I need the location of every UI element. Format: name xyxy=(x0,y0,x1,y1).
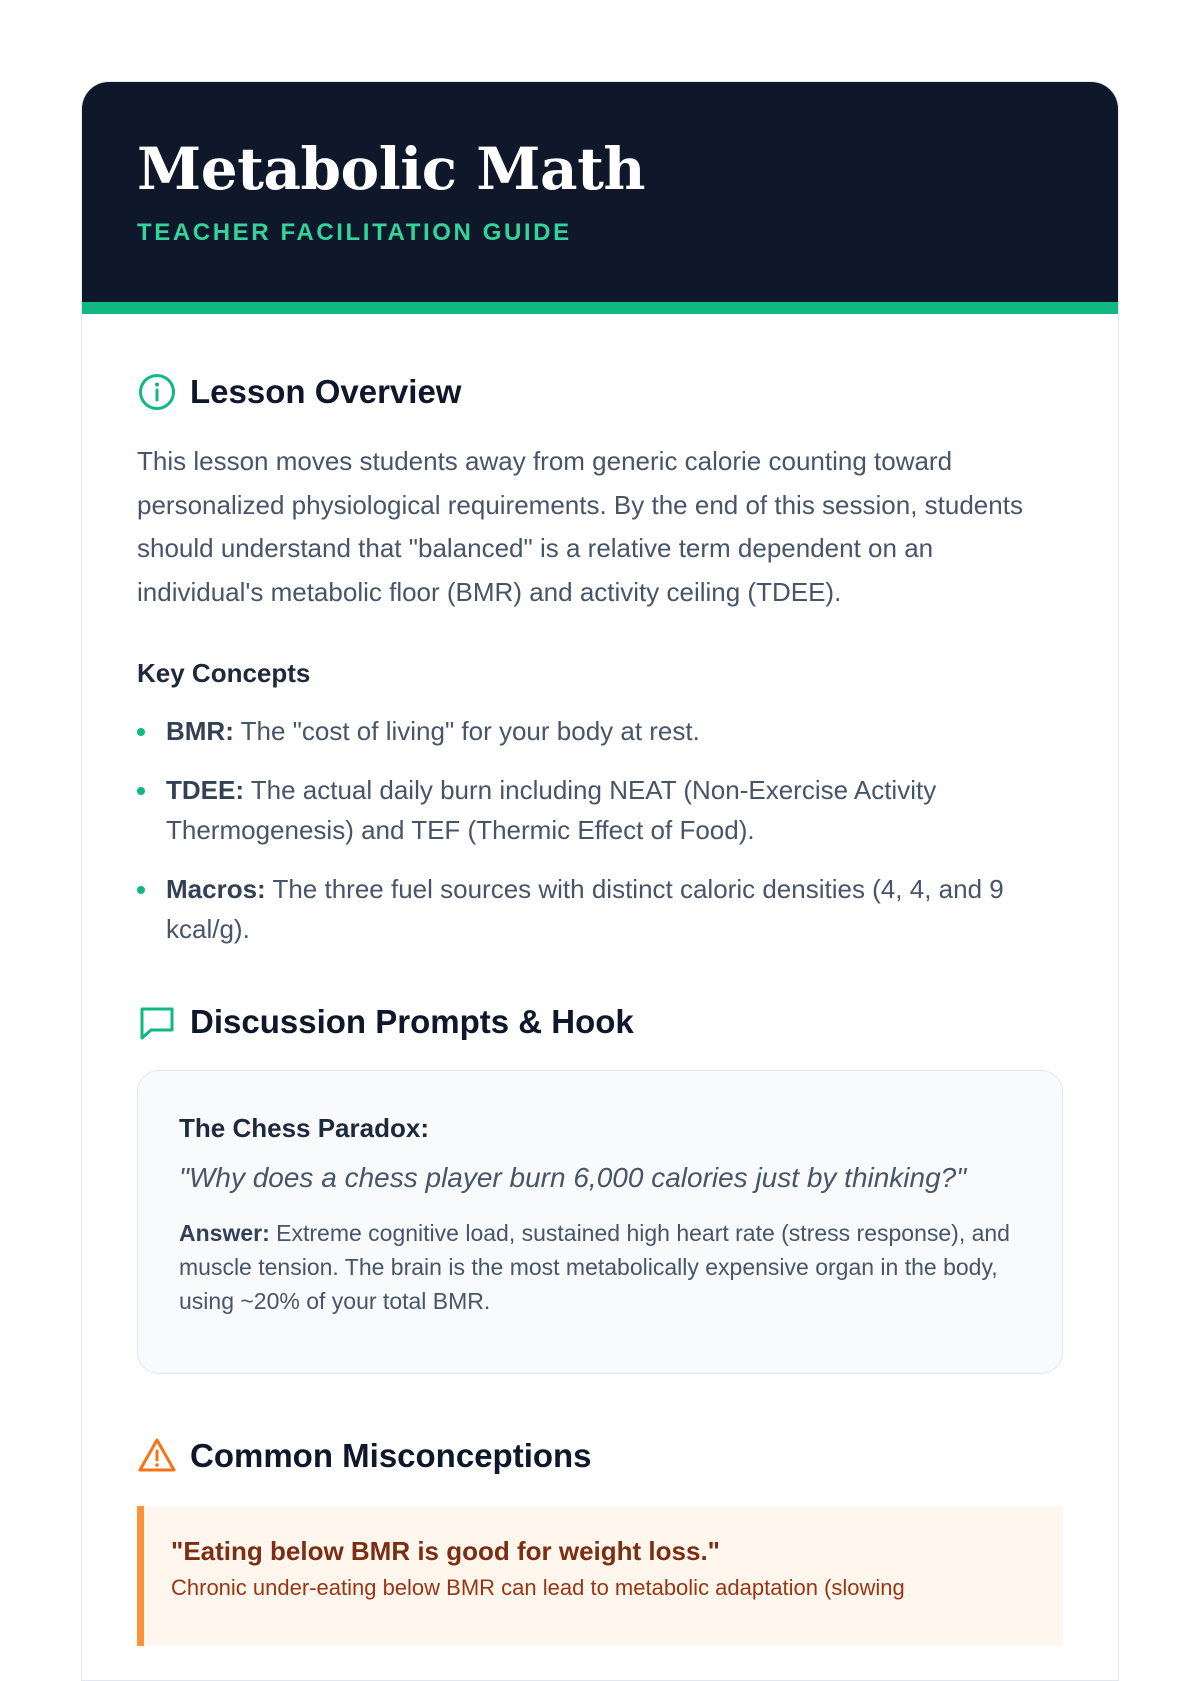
prompt-quote: "Why does a chess player burn 6,000 calories just by thinking?" xyxy=(179,1162,967,1193)
answer-label: Answer: xyxy=(179,1220,270,1246)
misconceptions-heading-row xyxy=(137,1434,1063,1478)
answer-text: Extreme cognitive load, sustained high heart rate (stress response), and muscle tension. The brain is the most metabolically expensive organ in the body, using ~20% of your total BMR. xyxy=(179,1220,1010,1314)
chat-bubble-icon xyxy=(137,1002,177,1042)
info-circle-icon xyxy=(137,372,177,412)
guide-content xyxy=(82,314,1118,1646)
lesson-overview-text: This lesson moves students away from generic calorie counting toward personalized physiological requirements. By the end of this session, students should understand that "balanced" is a relative term dependent on an individual's metabolic floor (BMR) and activity ceiling (TDEE). xyxy=(137,446,1023,607)
discussion-heading-row xyxy=(137,1000,1063,1044)
concept-term: TDEE: xyxy=(166,775,244,805)
key-concepts-title: Key Concepts xyxy=(137,658,311,688)
misconception-card xyxy=(137,1506,1063,1646)
page-subtitle: TEACHER FACILITATION GUIDE xyxy=(137,219,572,246)
key-concepts-list xyxy=(137,711,1063,949)
prompt-title: The Chess Paradox: xyxy=(179,1113,429,1143)
misconceptions-heading: Common Misconceptions xyxy=(190,1437,592,1474)
bullet-dot xyxy=(137,886,145,894)
prompt-answer xyxy=(179,1216,1021,1318)
misconception-title: "Eating below BMR is good for weight loss." xyxy=(171,1536,720,1566)
warning-triangle-icon xyxy=(137,1436,177,1476)
lesson-overview-heading-row xyxy=(137,370,1063,414)
concept-term: BMR: xyxy=(166,716,234,746)
bullet-dot xyxy=(137,787,145,795)
concept-text: The "cost of living" for your body at rest. xyxy=(233,716,700,746)
guide-card xyxy=(81,81,1119,1681)
discussion-prompt-card xyxy=(137,1070,1063,1374)
lesson-overview-heading: Lesson Overview xyxy=(190,373,462,410)
list-item xyxy=(137,869,1063,949)
bullet-dot xyxy=(137,728,145,736)
list-item xyxy=(137,711,1063,751)
concept-term: Macros: xyxy=(166,874,266,904)
list-item xyxy=(137,770,1063,850)
discussion-heading: Discussion Prompts & Hook xyxy=(190,1003,634,1040)
misconception-text: Chronic under-eating below BMR can lead to metabolic adaptation (slowing xyxy=(171,1575,905,1600)
concept-text: The three fuel sources with distinct caloric densities (4, 4, and 9 kcal/g). xyxy=(166,874,1004,944)
page-title: Metabolic Math xyxy=(137,135,646,203)
guide-header xyxy=(82,82,1118,314)
concept-text: The actual daily burn including NEAT (Non-Exercise Activity Thermogenesis) and TEF (Thermic Effect of Food). xyxy=(166,775,937,845)
